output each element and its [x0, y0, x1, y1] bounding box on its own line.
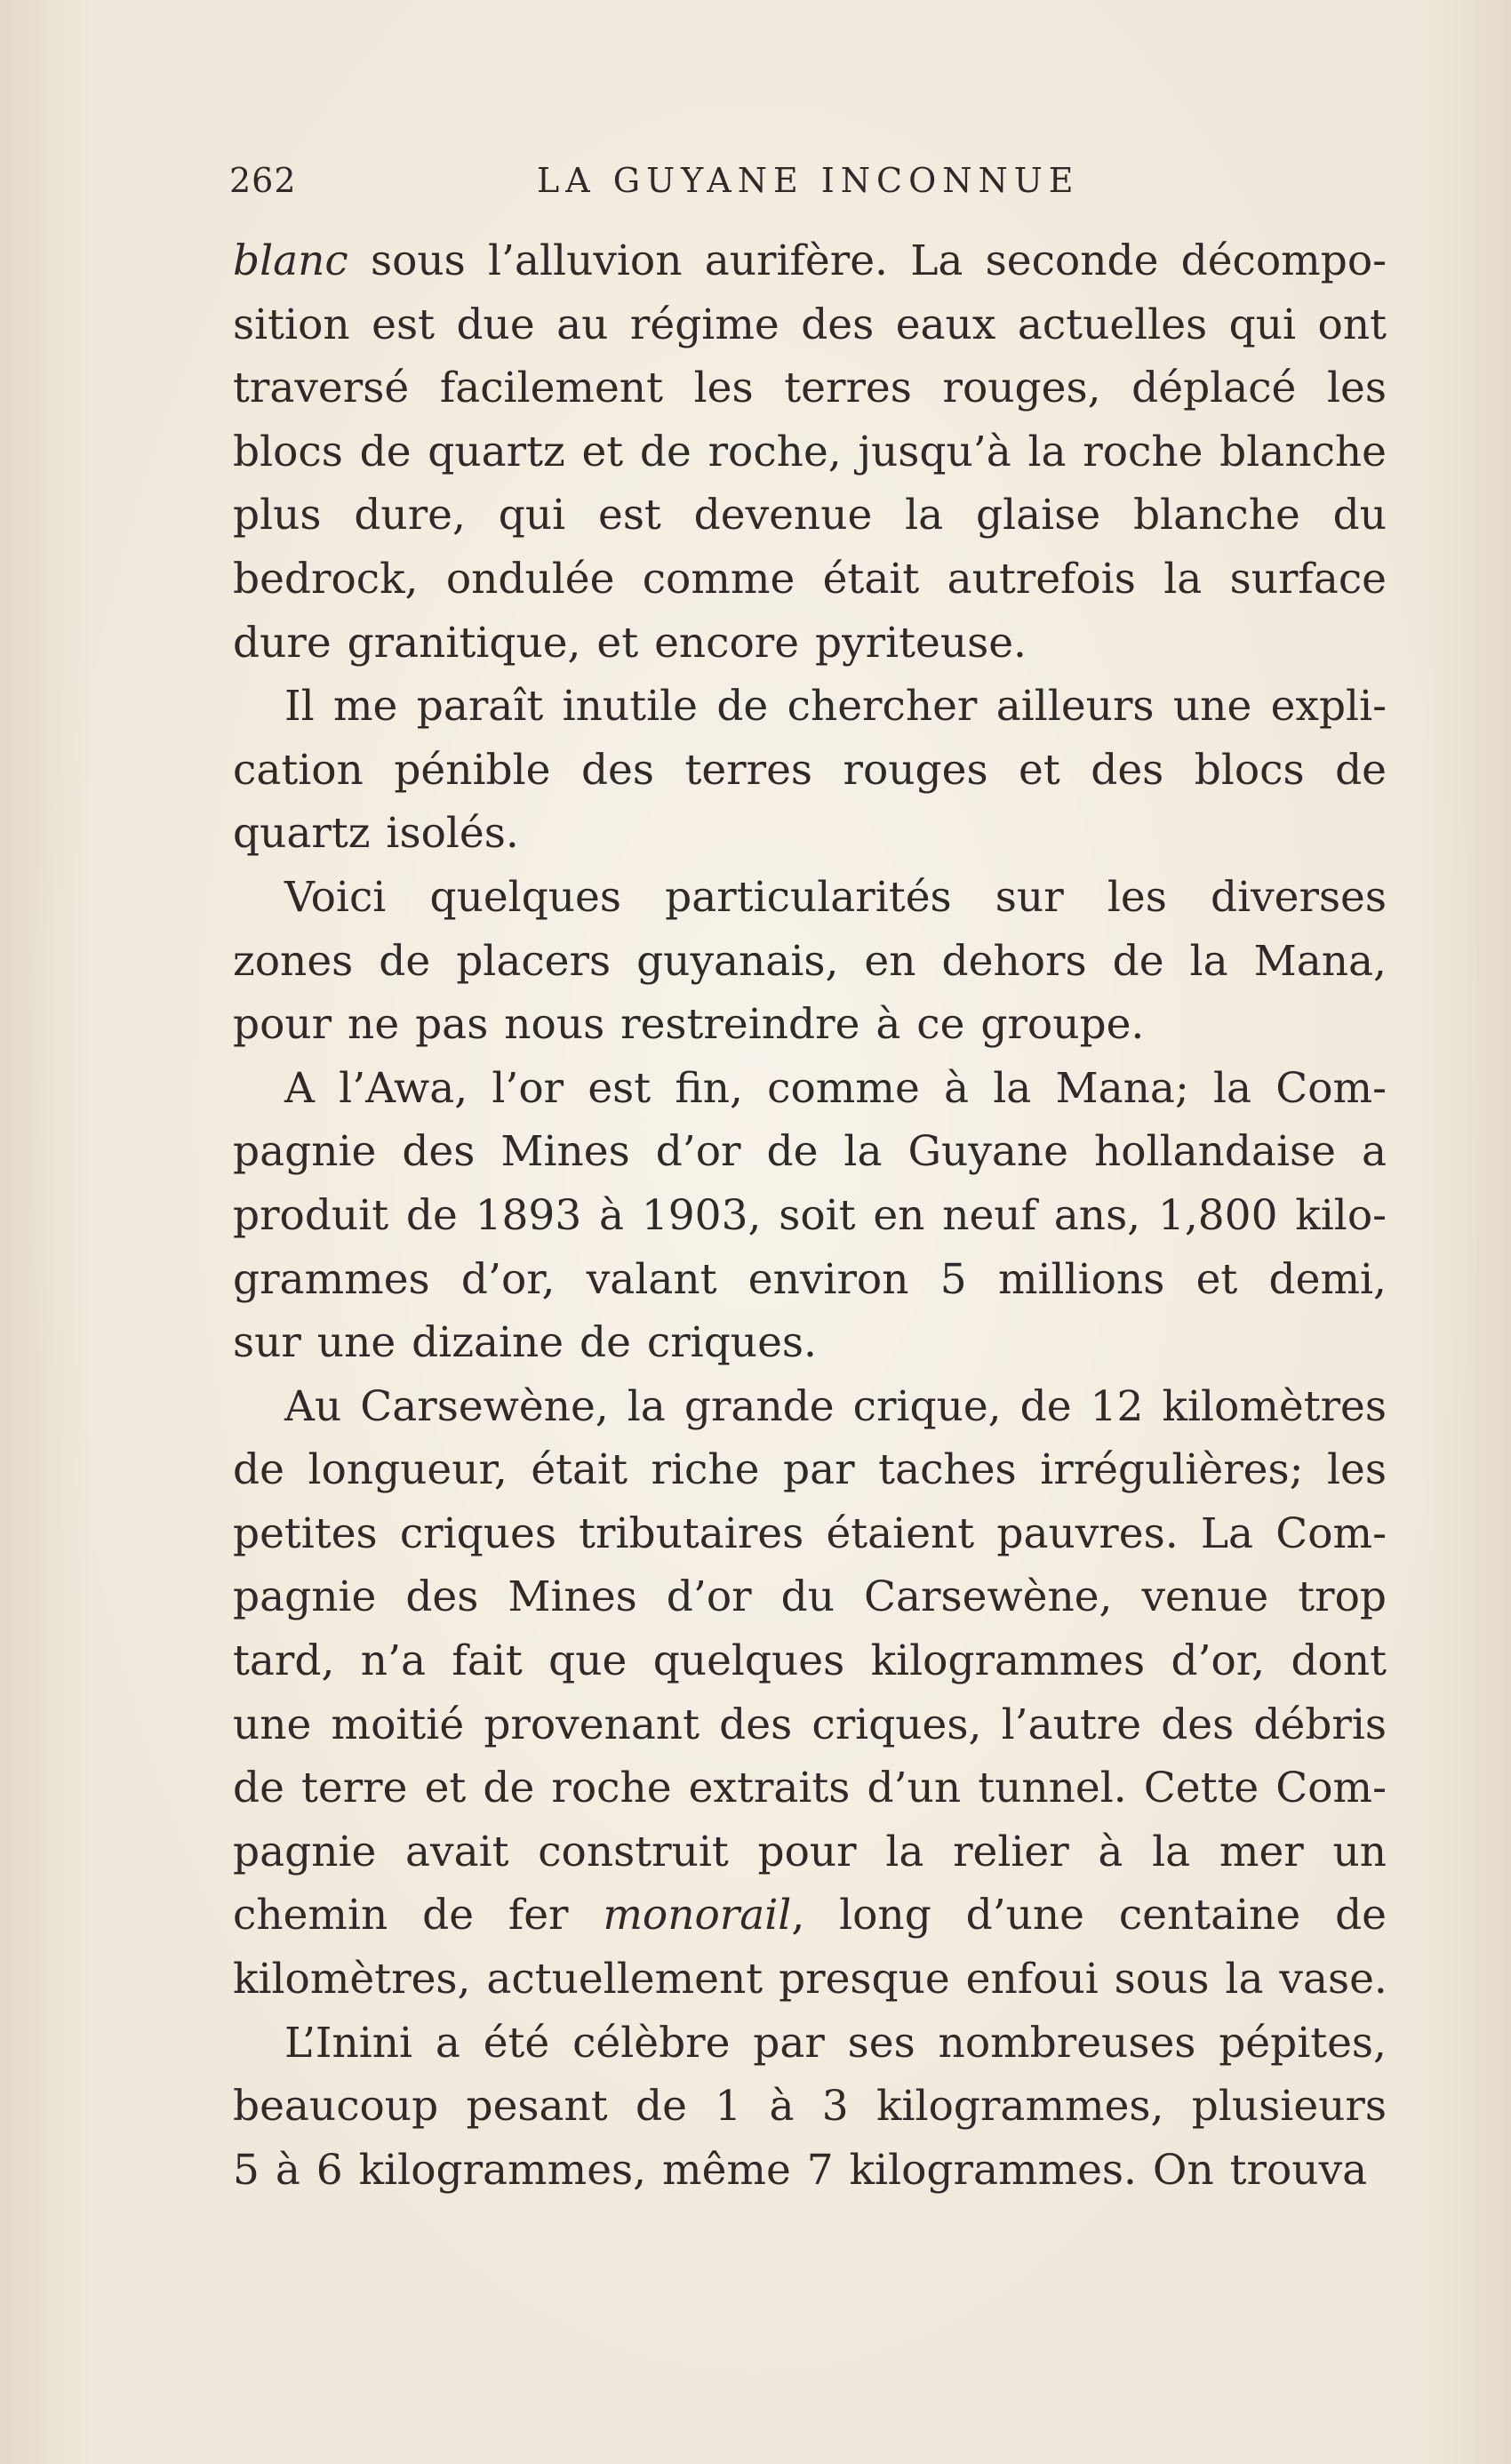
text-run: A l’Awa, l’or est fin, comme à la Mana; la Com- [284, 1063, 1387, 1113]
text-run: bedrock, ondulée comme était autrefois la surface [233, 554, 1387, 604]
text-line [233, 675, 1387, 739]
paragraph [233, 229, 1387, 675]
italic-text: blanc [233, 236, 348, 285]
italic-text: monorail [603, 1891, 792, 1940]
text-run: beaucoup pesant de 1 à 3 kilogrammes, plusieurs [233, 2082, 1387, 2132]
text-run: pour ne pas nous restreindre à ce groupe. [233, 1000, 1145, 1050]
text-line [233, 1120, 1387, 1184]
text-line [233, 293, 1387, 357]
text-line [233, 930, 1387, 994]
text-line [233, 229, 1387, 293]
text-run: blocs de quartz et de roche, jusqu’à la roche blanche [233, 427, 1387, 476]
text-line [233, 802, 1387, 866]
text-line [233, 1502, 1387, 1566]
paragraph [233, 866, 1387, 1057]
text-line [233, 1948, 1387, 2012]
text-run: grammes d’or, valant environ 5 millions et demi, [233, 1254, 1387, 1304]
text-line [233, 1375, 1387, 1439]
text-run: L’Inini a été célèbre par ses nombreuses pépites, [284, 2018, 1387, 2068]
text-run: cation pénible des terres rouges et des blocs de [233, 745, 1387, 795]
text-line [233, 1057, 1387, 1121]
text-run: pagnie des Mines d’or du Carsewène, venue trop [233, 1572, 1387, 1622]
text-run: dure granitique, et encore pyriteuse. [233, 618, 1027, 668]
text-run: petites criques tributaires étaient pauvres. La Com- [233, 1508, 1387, 1558]
body-text [233, 229, 1387, 2202]
text-run: produit de 1893 à 1903, soit en neuf ans, 1,800 kilo- [233, 1190, 1387, 1240]
text-line [233, 1820, 1387, 1884]
text-line [233, 484, 1387, 548]
text-run: kilomètres, actuellement presque enfoui sous la vase. [233, 1955, 1387, 2004]
text-line [233, 2075, 1387, 2139]
paragraph [233, 1057, 1387, 1375]
text-line [233, 2139, 1387, 2203]
page-number: 262 [229, 161, 297, 200]
text-line [233, 739, 1387, 803]
paragraph [233, 1375, 1387, 2012]
text-run: sition est due au régime des eaux actuelles qui ont [233, 300, 1387, 349]
text-run: Au Carsewène, la grande crique, de 12 kilomètres [284, 1381, 1387, 1431]
text-line [233, 612, 1387, 676]
text-line [233, 1438, 1387, 1502]
paragraph [233, 2012, 1387, 2203]
text-run: tard, n’a fait que quelques kilogrammes d’or, dont [233, 1636, 1387, 1686]
text-line [233, 420, 1387, 484]
text-run: de longueur, était riche par taches irrégulières; les [233, 1445, 1387, 1495]
text-run: 5 à 6 kilogrammes, même 7 kilogrammes. On trouva [233, 2145, 1368, 2195]
text-line [233, 1248, 1387, 1312]
text-run: de terre et de roche extraits d’un tunnel. Cette Com- [233, 1764, 1387, 1813]
text-line [233, 1884, 1387, 1948]
text-line [233, 866, 1387, 930]
text-line [233, 1756, 1387, 1820]
text-line [233, 1693, 1387, 1757]
text-run: chemin de fer [233, 1891, 604, 1940]
running-title: LA GUYANE INCONNUE [537, 161, 1080, 200]
text-run: zones de placers guyanais, en dehors de la Mana, [233, 936, 1387, 986]
text-run: une moitié provenant des criques, l’autre des débris [233, 1700, 1387, 1749]
text-run: pagnie avait construit pour la relier à la mer un [233, 1827, 1387, 1876]
text-line [233, 1565, 1387, 1629]
text-line [233, 2012, 1387, 2076]
text-run: plus dure, qui est devenue la glaise blanche du [233, 491, 1387, 540]
text-run: quartz isolés. [233, 809, 519, 859]
text-run: traversé facilement les terres rouges, déplacé les [233, 364, 1387, 413]
page-header [229, 158, 1387, 203]
text-line [233, 1184, 1387, 1248]
text-run: Voici quelques particularités sur les diverses [284, 872, 1387, 922]
text-line [233, 1629, 1387, 1693]
text-line [233, 1311, 1387, 1375]
text-line [233, 356, 1387, 420]
text-line [233, 548, 1387, 612]
text-run: , long d’une centaine de [791, 1891, 1387, 1940]
text-line [233, 993, 1387, 1057]
text-run: sous l’alluvion aurifère. La seconde décompo- [348, 236, 1387, 285]
text-run: Il me paraît inutile de chercher ailleurs une expli- [284, 682, 1387, 732]
text-run: pagnie des Mines d’or de la Guyane hollandaise a [233, 1127, 1387, 1177]
paragraph [233, 675, 1387, 866]
text-run: sur une dizaine de criques. [233, 1318, 817, 1368]
